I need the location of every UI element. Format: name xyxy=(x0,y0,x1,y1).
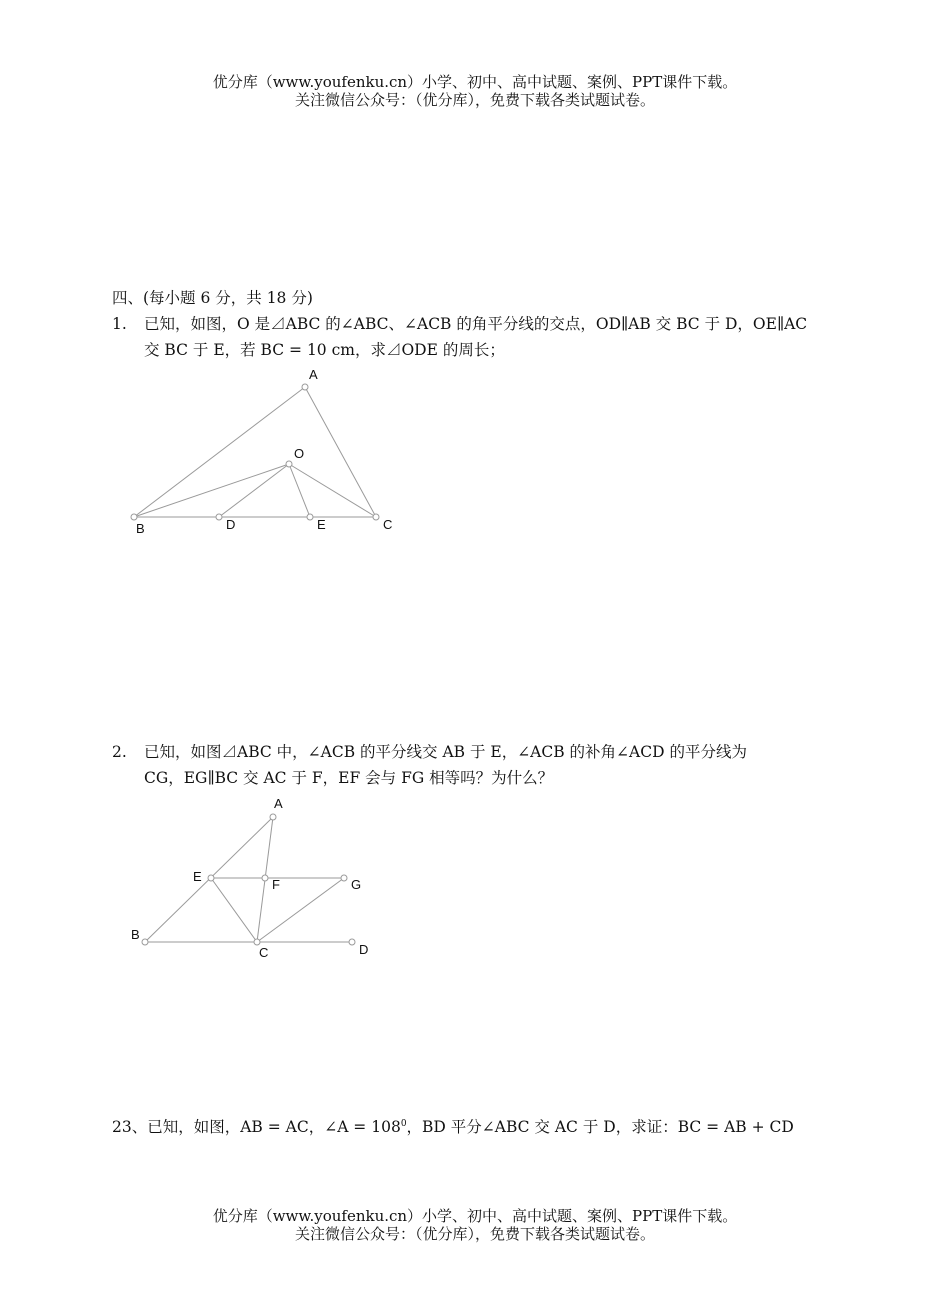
q1-label-o: O xyxy=(294,446,305,461)
q1-number: 1. xyxy=(112,315,127,333)
q3-line xyxy=(112,1114,794,1140)
q2-segment-ec xyxy=(211,878,257,942)
q1-text-1: 已知，如图，O 是⊿ABC 的∠ABC、∠ACB 的角平分线的交点，OD∥AB 交 BC 于 D，OE∥AC xyxy=(144,315,808,333)
q2-label-f: F xyxy=(272,877,280,892)
q3-text-after: ，BD 平分∠ABC 交 AC 于 D，求证：BC = AB + CD xyxy=(406,1118,794,1136)
q2-label-c: C xyxy=(259,945,269,960)
q3-text-before: 23、已知，如图，AB = AC，∠A = 108 xyxy=(112,1118,401,1136)
q2-segment-cg xyxy=(257,878,344,942)
q1-label-d: D xyxy=(226,517,236,532)
q2-number: 2. xyxy=(112,743,127,761)
q1-line-2: 交 BC 于 E，若 BC = 10 cm，求⊿ODE 的周长； xyxy=(144,341,505,359)
q1-label-a: A xyxy=(309,367,318,382)
header-line-1: 优分库（www.youfenku.cn）小学、初中、高中试题、案例、PPT课件下载。 xyxy=(212,73,738,91)
q2-label-g: G xyxy=(351,877,362,892)
q2-text-1: 已知，如图⊿ABC 中，∠ACB 的平分线交 AB 于 E，∠ACB 的补角∠ACD 的平分线为 xyxy=(144,743,747,761)
q2-label-b: B xyxy=(131,927,140,942)
q1-label-e: E xyxy=(317,517,326,532)
header-line-2: 关注微信公众号：（优分库），免费下载各类试题试卷。 xyxy=(294,91,655,109)
q2-point-d xyxy=(349,939,355,945)
q2-line-2: CG，EG∥BC 交 AC 于 F，EF 会与 FG 相等吗？为什么？ xyxy=(144,769,554,787)
page-footer xyxy=(0,1207,950,1243)
q1-label-b: B xyxy=(136,521,145,536)
q2-point-a xyxy=(270,814,276,820)
q2-point-b xyxy=(142,939,148,945)
q2-label-d: D xyxy=(359,942,369,957)
q1-label-c: C xyxy=(383,517,393,532)
q2-point-g xyxy=(341,875,347,881)
q2-point-e xyxy=(208,875,214,881)
footer-line-1: 优分库（www.youfenku.cn）小学、初中、高中试题、案例、PPT课件下载。 xyxy=(212,1207,738,1225)
q3-degree: 0 xyxy=(400,1119,407,1129)
q2-label-a: A xyxy=(274,796,283,811)
section-title: 四、(每小题 6 分，共 18 分) xyxy=(112,289,313,307)
q2-label-e: E xyxy=(193,869,202,884)
footer-line-2: 关注微信公众号：（优分库），免费下载各类试题试卷。 xyxy=(294,1225,655,1243)
q2-point-f xyxy=(262,875,268,881)
